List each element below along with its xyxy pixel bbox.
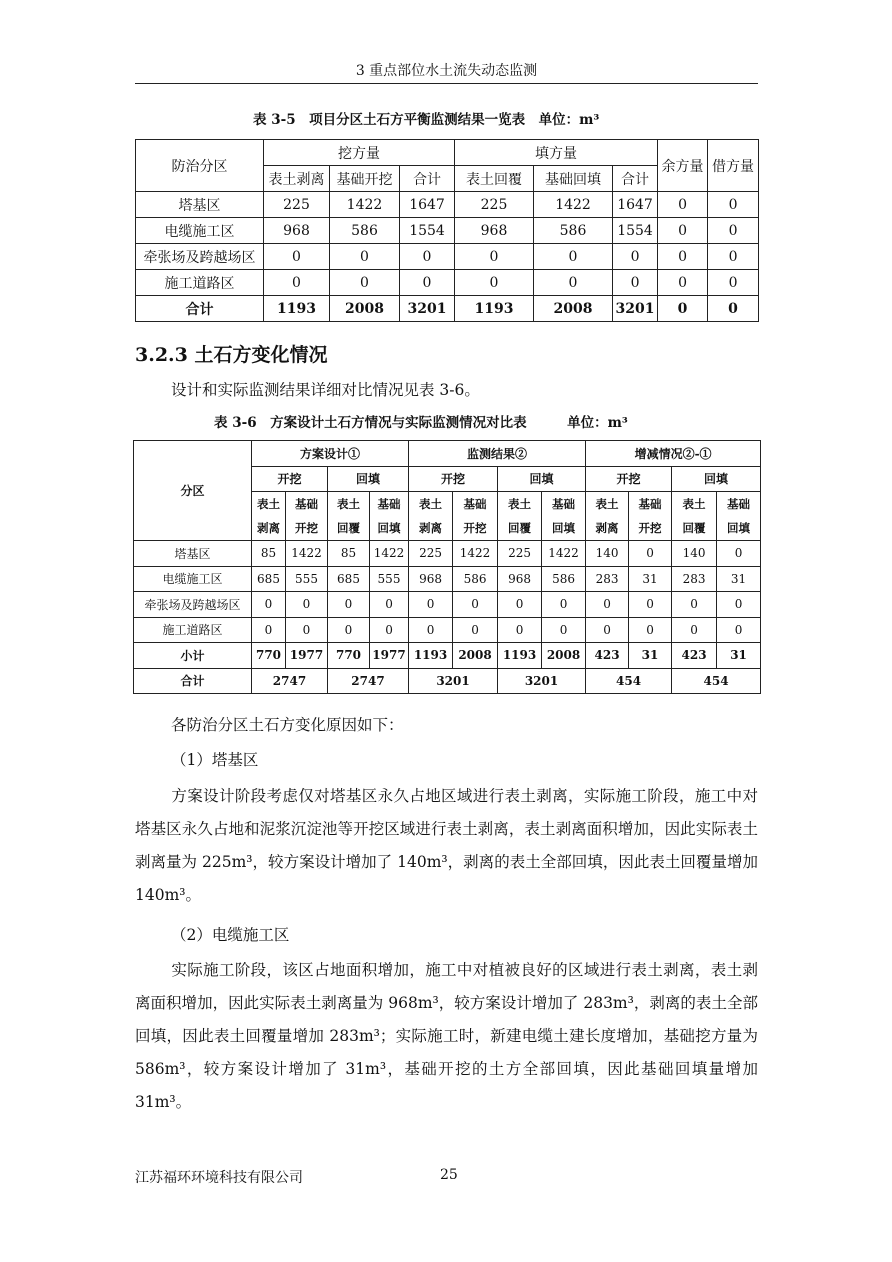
th2-sub-topsoil-fill: 表土 回覆 xyxy=(498,492,542,541)
table-cell: 0 xyxy=(542,592,586,618)
table-cell: 0 xyxy=(658,270,708,296)
table-cell: 0 xyxy=(629,592,672,618)
table-cell: 225 xyxy=(264,192,330,218)
table-cell: 140 xyxy=(672,541,717,567)
table-cell: 1422 xyxy=(534,192,613,218)
table-cell: 0 xyxy=(658,244,708,270)
table-cell: 0 xyxy=(717,592,761,618)
th2-sub-topsoil-fill: 表土 回覆 xyxy=(672,492,717,541)
table-cell: 1422 xyxy=(542,541,586,567)
table-cell: 0 xyxy=(586,592,629,618)
th2-sub-foundation-fill: 基础 回填 xyxy=(717,492,761,541)
table-cell: 968 xyxy=(264,218,330,244)
table-cell: 3201 xyxy=(613,296,658,322)
table-cell: 0 xyxy=(534,270,613,296)
table-cell: 0 xyxy=(264,244,330,270)
row-label: 电缆施工区 xyxy=(136,218,264,244)
th-topsoil-strip: 表土剥离 xyxy=(264,166,330,192)
th-surplus: 余方量 xyxy=(658,140,708,192)
item1-text: 方案设计阶段考虑仅对塔基区永久占地区域进行表土剥离，实际施工阶段，施工中对塔基区永久占地和泥浆沉淀池等开挖区域进行表土剥离，表土剥离面积增加，因此实际表土剥离量为 225m³，较方案设计增加了 140m³，剥离的表土全部回填，因此表土回覆量增加 140m³。 xyxy=(135,787,758,904)
item2-paragraph xyxy=(135,954,758,1119)
table-cell: 423 xyxy=(586,643,629,669)
table-cell: 555 xyxy=(370,566,409,592)
th2-sub-foundation-fill: 基础 回填 xyxy=(370,492,409,541)
th-foundation-fill: 基础回填 xyxy=(534,166,613,192)
th-topsoil-fill: 表土回覆 xyxy=(455,166,534,192)
th2-monitor: 监测结果② xyxy=(409,441,586,467)
table-cell: 770 xyxy=(252,643,286,669)
table-cell: 0 xyxy=(252,592,286,618)
table-row xyxy=(134,566,761,592)
table-cell: 140 xyxy=(586,541,629,567)
header-rule xyxy=(135,83,758,84)
table-cell: 685 xyxy=(252,566,286,592)
item1-paragraph xyxy=(135,780,758,912)
table-cell: 1422 xyxy=(286,541,328,567)
t2-total-cell: 3201 xyxy=(498,668,586,694)
th-borrow: 借方量 xyxy=(708,140,759,192)
table-cell: 0 xyxy=(658,218,708,244)
table-cell: 85 xyxy=(252,541,286,567)
th2-design-fill: 回填 xyxy=(328,466,409,492)
table-cell: 2008 xyxy=(330,296,400,322)
table-cell: 0 xyxy=(328,592,370,618)
table-row xyxy=(136,296,759,322)
row-label: 电缆施工区 xyxy=(134,566,252,592)
table-cell: 0 xyxy=(370,617,409,643)
th2-zone: 分区 xyxy=(134,441,252,541)
th2-change-dig: 开挖 xyxy=(586,466,672,492)
table-row xyxy=(136,244,759,270)
table-cell: 0 xyxy=(542,617,586,643)
section-heading: 3.2.3 土石方变化情况 xyxy=(135,344,328,366)
row-label: 牵张场及跨越场区 xyxy=(134,592,252,618)
table-cell: 225 xyxy=(455,192,534,218)
table-cell: 0 xyxy=(286,592,328,618)
table-cell: 283 xyxy=(672,566,717,592)
table-cell: 0 xyxy=(672,617,717,643)
table-cell: 1647 xyxy=(613,192,658,218)
table-cell: 0 xyxy=(708,244,759,270)
table-cell: 283 xyxy=(586,566,629,592)
th-subtotal-2: 合计 xyxy=(613,166,658,192)
th2-sub-foundation-dig: 基础 开挖 xyxy=(453,492,498,541)
th2-monitor-dig: 开挖 xyxy=(409,466,498,492)
t2-total-label: 合计 xyxy=(134,668,252,694)
th2-design: 方案设计① xyxy=(252,441,409,467)
table-cell: 586 xyxy=(330,218,400,244)
table-cell: 1554 xyxy=(613,218,658,244)
table-cell: 2008 xyxy=(453,643,498,669)
table-cell: 0 xyxy=(658,296,708,322)
table-cell: 0 xyxy=(658,192,708,218)
footer-company: 江苏福环环境科技有限公司 xyxy=(135,1170,303,1186)
table-cell: 31 xyxy=(629,566,672,592)
table-cell: 0 xyxy=(409,617,453,643)
th2-design-dig: 开挖 xyxy=(252,466,328,492)
table-cell: 555 xyxy=(286,566,328,592)
table-cell: 0 xyxy=(455,244,534,270)
table-cell: 0 xyxy=(409,592,453,618)
reasons-intro: 各防治分区土石方变化原因如下： xyxy=(171,716,404,734)
th-excavation: 挖方量 xyxy=(264,140,455,166)
th2-sub-foundation-fill: 基础 回填 xyxy=(542,492,586,541)
table-row xyxy=(136,192,759,218)
table-cell: 586 xyxy=(534,218,613,244)
table-cell: 1422 xyxy=(330,192,400,218)
table-cell: 0 xyxy=(586,617,629,643)
table-row xyxy=(134,617,761,643)
th2-sub-foundation-dig: 基础 开挖 xyxy=(629,492,672,541)
table-cell: 423 xyxy=(672,643,717,669)
table-cell: 0 xyxy=(629,541,672,567)
table-cell: 31 xyxy=(717,643,761,669)
table-cell: 968 xyxy=(409,566,453,592)
t2-total-cell: 3201 xyxy=(409,668,498,694)
table-cell: 0 xyxy=(717,541,761,567)
table-cell: 2008 xyxy=(534,296,613,322)
table1-caption: 表 3-5 项目分区土石方平衡监测结果一览表 单位：m³ xyxy=(253,112,600,128)
table-cell: 0 xyxy=(330,244,400,270)
table-cell: 1977 xyxy=(370,643,409,669)
t2-total-cell: 454 xyxy=(586,668,672,694)
th2-sub-topsoil-strip: 表土 剥离 xyxy=(586,492,629,541)
table-cell: 225 xyxy=(409,541,453,567)
table-cell: 685 xyxy=(328,566,370,592)
table-cell: 0 xyxy=(453,617,498,643)
table-cell: 0 xyxy=(629,617,672,643)
th-subtotal: 合计 xyxy=(400,166,455,192)
table-cell: 0 xyxy=(453,592,498,618)
t2-total-cell: 2747 xyxy=(252,668,328,694)
t2-total-cell: 2747 xyxy=(328,668,409,694)
table-cell: 0 xyxy=(672,592,717,618)
table-cell: 968 xyxy=(455,218,534,244)
row-label: 合计 xyxy=(136,296,264,322)
th2-monitor-fill: 回填 xyxy=(498,466,586,492)
table-row xyxy=(136,270,759,296)
table-cell: 0 xyxy=(534,244,613,270)
table-cell: 0 xyxy=(498,592,542,618)
page-number: 25 xyxy=(440,1167,458,1183)
item2-heading: （2）电缆施工区 xyxy=(171,926,290,944)
table-cell: 1647 xyxy=(400,192,455,218)
table-cell: 0 xyxy=(370,592,409,618)
table-cell: 3201 xyxy=(400,296,455,322)
table-cell: 0 xyxy=(498,617,542,643)
table-row xyxy=(134,592,761,618)
table-cell: 31 xyxy=(629,643,672,669)
row-label: 牵张场及跨越场区 xyxy=(136,244,264,270)
table-cell: 0 xyxy=(708,218,759,244)
table-cell: 85 xyxy=(328,541,370,567)
table-cell: 1422 xyxy=(370,541,409,567)
table-cell: 586 xyxy=(453,566,498,592)
th2-sub-topsoil-fill: 表土 回覆 xyxy=(328,492,370,541)
table-cell: 0 xyxy=(613,270,658,296)
table-cell: 0 xyxy=(400,244,455,270)
table-cell: 0 xyxy=(708,270,759,296)
intro-text: 设计和实际监测结果详细对比情况见表 3-6。 xyxy=(171,381,480,399)
table-cell: 0 xyxy=(455,270,534,296)
table2-caption: 表 3-6 方案设计土石方情况与实际监测情况对比表 单位：m³ xyxy=(214,415,628,431)
th-zone: 防治分区 xyxy=(136,140,264,192)
table-cell: 0 xyxy=(708,296,759,322)
row-label: 塔基区 xyxy=(136,192,264,218)
th2-change-fill: 回填 xyxy=(672,466,761,492)
th-fill: 填方量 xyxy=(455,140,658,166)
table-cell: 0 xyxy=(330,270,400,296)
table-row xyxy=(134,541,761,567)
table-cell: 0 xyxy=(252,617,286,643)
table-cell: 31 xyxy=(717,566,761,592)
table-cell: 1193 xyxy=(455,296,534,322)
th2-sub-topsoil-strip: 表土 剥离 xyxy=(252,492,286,541)
table-cell: 586 xyxy=(542,566,586,592)
t2-total-cell: 454 xyxy=(672,668,761,694)
table-earthwork-balance xyxy=(135,139,759,322)
table-cell: 0 xyxy=(328,617,370,643)
row-label: 小计 xyxy=(134,643,252,669)
th-foundation-dig: 基础开挖 xyxy=(330,166,400,192)
table-cell: 1554 xyxy=(400,218,455,244)
page-header: 3 重点部位水土流失动态监测 xyxy=(355,63,538,79)
table-cell: 1193 xyxy=(264,296,330,322)
row-label: 塔基区 xyxy=(134,541,252,567)
table-cell: 0 xyxy=(400,270,455,296)
th2-sub-topsoil-strip: 表土 剥离 xyxy=(409,492,453,541)
table-cell: 0 xyxy=(613,244,658,270)
table-design-vs-monitoring xyxy=(133,440,761,694)
row-label: 施工道路区 xyxy=(136,270,264,296)
item1-heading: （1）塔基区 xyxy=(171,751,259,769)
row-label: 施工道路区 xyxy=(134,617,252,643)
table-cell: 225 xyxy=(498,541,542,567)
table-cell: 1422 xyxy=(453,541,498,567)
item2-text: 实际施工阶段，该区占地面积增加，施工中对植被良好的区域进行表土剥离，表土剥离面积增加，因此实际表土剥离量为 968m³，较方案设计增加了 283m³，剥离的表土全部回填，因此表土回覆量增加 283m³；实际施工时，新建电缆土建长度增加，基础挖方量为 586m³，较方案设计增加了 31m³，基础开挖的土方全部回填，因此基础回填量增加 31m³。 xyxy=(135,961,758,1111)
table-row xyxy=(136,218,759,244)
table-cell: 1193 xyxy=(498,643,542,669)
table-cell: 0 xyxy=(264,270,330,296)
table-cell: 0 xyxy=(717,617,761,643)
table-cell: 968 xyxy=(498,566,542,592)
th2-sub-foundation-dig: 基础 开挖 xyxy=(286,492,328,541)
table-cell: 0 xyxy=(708,192,759,218)
th2-change: 增减情况②-① xyxy=(586,441,761,467)
table-cell: 1193 xyxy=(409,643,453,669)
table-cell: 770 xyxy=(328,643,370,669)
table-cell: 2008 xyxy=(542,643,586,669)
table-row xyxy=(134,643,761,669)
table-cell: 0 xyxy=(286,617,328,643)
table-cell: 1977 xyxy=(286,643,328,669)
